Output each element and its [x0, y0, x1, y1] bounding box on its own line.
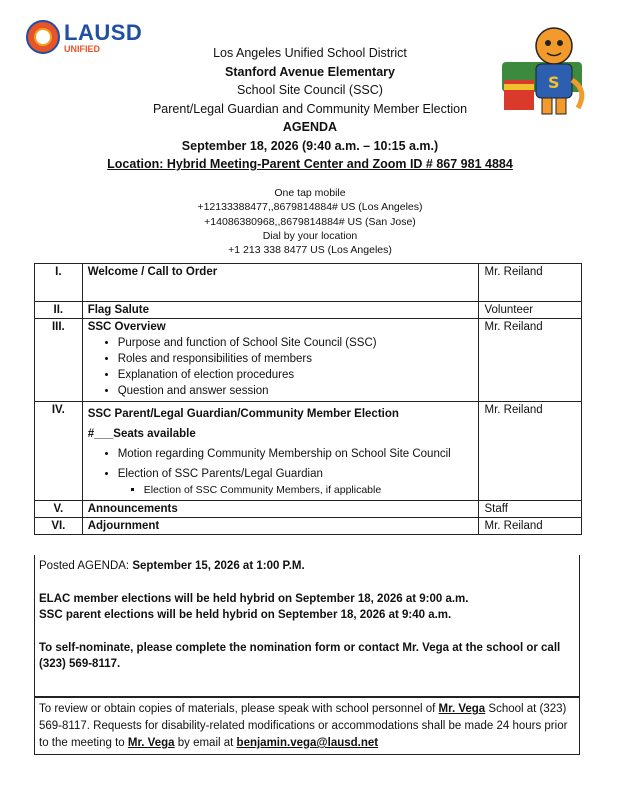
contact-name: Mr. Vega	[438, 703, 486, 715]
footer-text: To review or obtain copies of materials, please speak with school personnel of	[39, 703, 439, 715]
agenda-row	[35, 264, 582, 302]
agenda-number: II.	[35, 302, 83, 319]
dial-line: +14086380968,,8679814884# US (San Jose)	[204, 215, 416, 228]
list-item: • Explanation of election procedures	[118, 367, 474, 383]
list-item: ▪ Election of SSC Community Members, if applicable	[144, 482, 474, 498]
list-item: • Purpose and function of School Site Council (SSC)	[118, 335, 474, 351]
agenda-number: III.	[35, 319, 83, 402]
agenda-item-title: Flag Salute	[87, 304, 150, 316]
footer-notice	[34, 697, 580, 755]
list-item: • Roles and responsibilities of members	[118, 351, 474, 367]
agenda-row	[35, 319, 582, 402]
contact-name: Mr. Vega	[127, 737, 175, 749]
agenda-sub-bullet-list	[118, 482, 474, 498]
agenda-bullet-list	[88, 335, 474, 399]
footer-text: School at (323) 569-8117. Requests for disability-related modifications or accommodations shall be made 24 hours prior to the meeting to	[39, 703, 568, 749]
agenda-table	[34, 263, 582, 535]
elac-election-note: ELAC member elections will be held hybrid on September 18, 2026 at 9:00 a.m.	[39, 592, 469, 605]
dial-line: +12133388477,,8679814884# US (Los Angeles)	[197, 201, 423, 214]
school-name: Stanford Avenue Elementary	[225, 64, 395, 79]
svg-text:S: S	[548, 73, 560, 92]
document-header	[0, 44, 620, 174]
agenda-number: IV.	[35, 402, 83, 501]
agenda-item-title: Welcome / Call to Order	[87, 266, 218, 278]
contact-email-link[interactable]: benjamin.vega@lausd.net	[236, 737, 379, 749]
agenda-heading: AGENDA	[282, 120, 338, 134]
agenda-row	[35, 302, 582, 319]
list-item: • Election of SSC Parents/Legal Guardian	[118, 466, 474, 482]
posted-agenda	[39, 558, 575, 575]
agenda-item-title: SSC Overview	[87, 321, 166, 333]
district-name: Los Angeles Unified School District	[213, 46, 407, 60]
agenda-item-title: Adjournment	[87, 520, 160, 532]
dial-line: +1 213 338 8477 US (Los Angeles)	[228, 244, 392, 257]
agenda-row	[35, 518, 582, 535]
agenda-presenter: Mr. Reiland	[479, 264, 582, 302]
list-item: • Question and answer session	[118, 383, 474, 399]
dial-in-info	[0, 186, 620, 257]
posted-date: September 15, 2026 at 1:00 P.M.	[132, 560, 305, 572]
agenda-presenter: Mr. Reiland	[479, 518, 582, 535]
agenda-presenter: Mr. Reiland	[479, 319, 582, 402]
logo-wordmark: LAUSD	[64, 20, 143, 45]
council-name: School Site Council (SSC)	[237, 83, 383, 97]
meeting-date-time: September 18, 2026 (9:40 a.m. – 10:15 a.m.)	[181, 138, 439, 153]
dial-line: One tap mobile	[274, 187, 346, 199]
agenda-item-title: SSC Parent/Legal Guardian/Community Member Election	[87, 408, 399, 420]
agenda-number: I.	[35, 264, 83, 302]
footer-text: by email at	[174, 737, 237, 749]
agenda-presenter: Volunteer	[479, 302, 582, 319]
agenda-item-title: Announcements	[87, 503, 178, 515]
agenda-presenter: Mr. Reiland	[479, 402, 582, 501]
agenda-row	[35, 402, 582, 501]
election-title: Parent/Legal Guardian and Community Member Election	[152, 101, 468, 116]
ssc-election-note: SSC parent elections will be held hybrid on September 18, 2026 at 9:40 a.m.	[39, 609, 452, 621]
dial-line: Dial by your location	[262, 229, 358, 242]
agenda-row	[35, 501, 582, 518]
list-item: • Motion regarding Community Membership on School Site Council	[118, 446, 474, 462]
agenda-item-subtitle: #___Seats available	[87, 428, 196, 440]
agenda-presenter: Staff	[479, 501, 582, 518]
logo-subtext: UNIFIED	[64, 44, 100, 54]
posted-label: Posted AGENDA:	[39, 560, 133, 572]
meeting-location: Location: Hybrid Meeting-Parent Center and Zoom ID # 867 981 4884	[107, 157, 513, 171]
notes-box	[34, 555, 580, 697]
self-nominate-note: To self-nominate, please complete the nomination form or contact Mr. Vega at the school or call (323) 569-8117.	[39, 641, 561, 670]
agenda-number: VI.	[35, 518, 83, 535]
agenda-number: V.	[35, 501, 83, 518]
agenda-bullet-list	[88, 446, 474, 482]
